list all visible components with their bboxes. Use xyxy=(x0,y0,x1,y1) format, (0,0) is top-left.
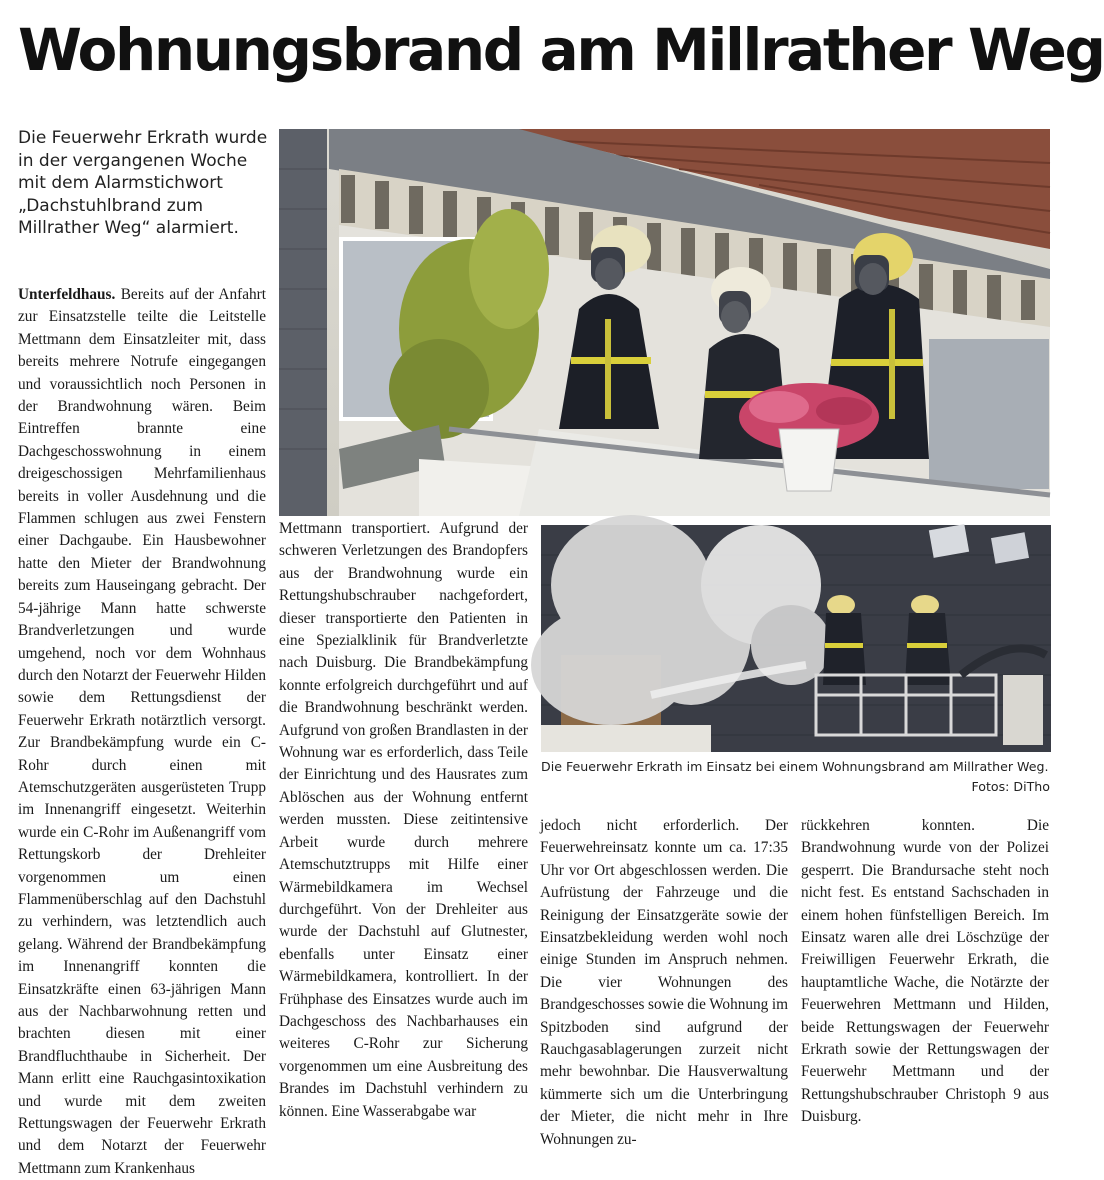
column-1-text: Bereits auf der Anfahrt zur Einsatzstelle teilte die Leitstelle Mettmann dem Einsatzleiter mit, dass bereits mehrere Notrufe eingegangen und voraussichtlich noch Personen in der Brandwohnung wären. Beim Eintreffen brannte eine Dachgeschosswohnung in einem dreigeschossigen Mehrfamilienhaus bereits in voller Ausdehnung und die Flammen schlugen aus zwei Fenstern einer Dachgaube. Ein Hausbewohner hatte den Mieter der Brandwohnung bereits zum Hauseingang gebracht. Der 54-jährige Mann hatte schwerste Brandverletzungen und wurde umgehend, noch vor dem Wohnhaus durch den Notarzt der Feuerwehr Hilden sowie dem Rettungsdienst der Feuerwehr Erkrath notärztlich versorgt. Zur Brandbekämpfung wurde ein C-Rohr durch einen mit Atemschutzgeräten ausgerüsteten Trupp im Innenangriff eingesetzt. Weiterhin wurde ein C-Rohr im Außenangriff vom Rettungskorb der Drehleiter vorgenommen um einen Flammenüberschlag auf den Dachstuhl zu verhindern, was letztendlich auch gelang. Während der Brandbekämpfung im Innenangriff konnten die Einsatzkräfte einen 63-jährigen Mann aus der Nachbarwohnung retten und brachten diesen mit einer Brandfluchthaube in Sicherheit. Der Mann erlitt eine Rauchgasintoxikation und wurde mit dem zweiten Rettungswagen der Feuerwehr Erkrath und dem Notarzt der Feuerwehr Mettmann zum Krankenhaus xyxy=(18,286,266,1177)
headline: Wohnungsbrand am Millrather Weg xyxy=(18,16,1104,84)
photo-firefighters-balcony xyxy=(279,129,1050,516)
article-column-1 xyxy=(18,284,266,1177)
photo-caption: Die Feuerwehr Erkrath im Einsatz bei einem Wohnungsbrand am Millrather Weg. xyxy=(541,759,1049,774)
article-column-2: Mettmann transportiert. Aufgrund der schweren Verletzungen des Brandopfers aus der Brandwohnung wurde ein Rettungshubschrauber nachgefordert, dieser transportierte den Patienten in eine Spezialklinik für Brandverletzte nach Duisburg. Die Brandbekämpfung konnte erfolgreich durchgeführt und auf die Brandwohnung beschränkt werden. Aufgrund von großen Brandlasten in der Wohnung war es erforderlich, dass Teile der Einrichtung und des Hausrates zum Ablöschen aus der Wohnung entfernt werden mussten. Diese zeitintensive Arbeit wurde durch mehrere Atemschutztrupps mit Hilfe einer Wärmebildkamera im Wechsel durchgeführt. Von der Drehleiter aus wurde der Dachstuhl auf Glutnester, ebenfalls unter Einsatz einer Wärmebildkamera, kontrolliert. In der Frühphase des Einsatzes wurde auch im Dachgeschoss des Nachbarhauses ein weiteres C-Rohr zur Sicherung vorgenommen um eine Ausbreitung des Brandes im Dachstuhl verhindern zu können. Eine Wasserabgabe war xyxy=(279,520,528,1120)
dateline: Unterfeldhaus. xyxy=(18,286,116,303)
article-column-4: rückkehren konnten. Die Brandwohnung wurde von der Polizei gesperrt. Die Brandursache steht noch nicht fest. Es entstand Sachschaden in einem hohen fünfstelligen Bereich. Im Einsatz waren alle drei Löschzüge der Freiwilligen Feuerwehr Erkrath, die hauptamtliche Wache, die Notärzte der Feuerwehren Mettmann und Hilden, beide Rettungswagen der Feuerwehr Erkrath sowie der Rettungswagen der Feuerwehr Mettmann und der Rettungshubschrauber Christoph 9 aus Duisburg. xyxy=(801,817,1049,1126)
photo-credit: Fotos: DiTho xyxy=(971,779,1050,794)
article-column-3: jedoch nicht erforderlich. Der Feuerwehreinsatz konnte um ca. 17:35 Uhr vor Ort abgeschlossen werden. Die Aufrüstung der Fahrzeuge und die Reinigung der Einsatzgeräte sowie der Einsatzbekleidung werden wohl noch einige Stunden im Anspruch nehmen. Die vier Wohnungen des Brandgeschosses sowie die Wohnung im Spitzboden sind aufgrund der Rauchgasablagerungen zurzeit nicht mehr bewohnbar. Die Hausverwaltung kümmerte sich um die Unterbringung der Mieter, die nicht mehr in Ihre Wohnungen zu- xyxy=(540,817,788,1148)
lead-paragraph: Die Feuerwehr Erkrath wurde in der vergangenen Woche mit dem Alarmstichwort „Dachstuhlbrand zum Millrather Weg“ alarmiert. xyxy=(18,128,268,238)
photo-fire-smoke-ladder xyxy=(541,525,1051,752)
